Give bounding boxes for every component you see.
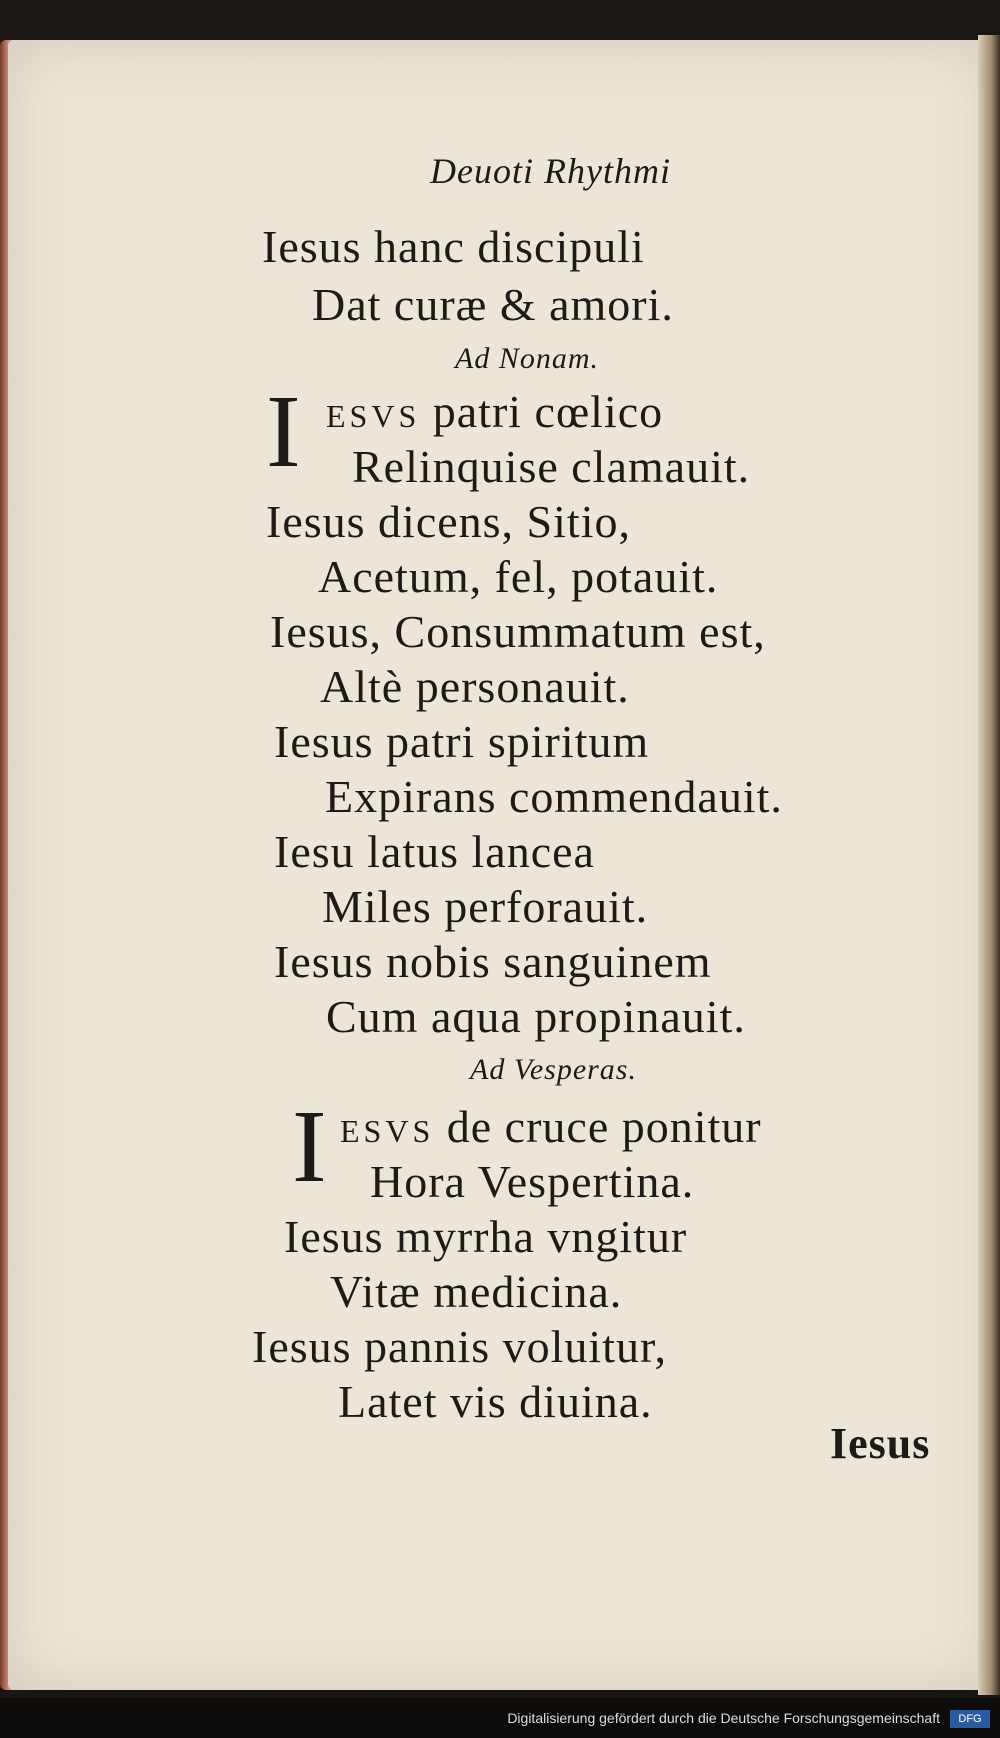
small-caps-word: ESVS xyxy=(340,1113,435,1149)
verse-line: Iesu latus lancea xyxy=(274,826,595,877)
verse-line: Hora Vespertina. xyxy=(370,1156,695,1207)
verse-line: Iesus, Consummatum est, xyxy=(270,606,766,657)
verse-line: Miles perforauit. xyxy=(322,881,649,932)
page-edge-right xyxy=(978,35,1000,1695)
drop-cap: I xyxy=(266,374,301,489)
verse-line: Iesus hanc discipuli xyxy=(262,221,645,272)
verse-line-first xyxy=(326,385,663,438)
verse-line: Iesus dicens, Sitio, xyxy=(266,496,631,547)
small-caps-word: ESVS xyxy=(326,398,421,434)
verse-line: Iesus nobis sanguinem xyxy=(274,936,712,987)
verse-line: Iesus pannis voluitur, xyxy=(252,1321,667,1372)
dfg-logo: DFG xyxy=(950,1710,990,1728)
verse-line: Relinquise clamauit. xyxy=(352,441,751,492)
verse-text: patri cœlico xyxy=(432,386,664,437)
footer-text: Digitalisierung gefördert durch die Deutsche Forschungsgemeinschaft xyxy=(507,1710,940,1726)
verse-line-first xyxy=(340,1100,762,1153)
verse-line: Vitæ medicina. xyxy=(330,1266,623,1317)
verse-line: Acetum, fel, potauit. xyxy=(318,551,719,602)
catchword: Iesus xyxy=(830,1419,931,1468)
verse-line: Latet vis diuina. xyxy=(338,1376,653,1427)
verse-line: Iesus patri spiritum xyxy=(274,716,650,767)
verse-line: Cum aqua propinauit. xyxy=(326,991,746,1042)
verse-line: Expirans commendauit. xyxy=(325,771,783,822)
running-header: Deuoti Rhythmi xyxy=(430,151,671,191)
verse-text: de cruce ponitur xyxy=(446,1101,762,1152)
verse-line: Altè personauit. xyxy=(320,661,630,712)
section-heading-nonam: Ad Nonam. xyxy=(455,342,599,375)
digitization-footer xyxy=(0,1698,1000,1738)
verse-line: Iesus myrrha vngitur xyxy=(284,1211,688,1262)
section-heading-vesperas: Ad Vesperas. xyxy=(470,1053,637,1086)
verse-line: Dat curæ & amori. xyxy=(312,279,674,330)
drop-cap: I xyxy=(292,1089,327,1204)
